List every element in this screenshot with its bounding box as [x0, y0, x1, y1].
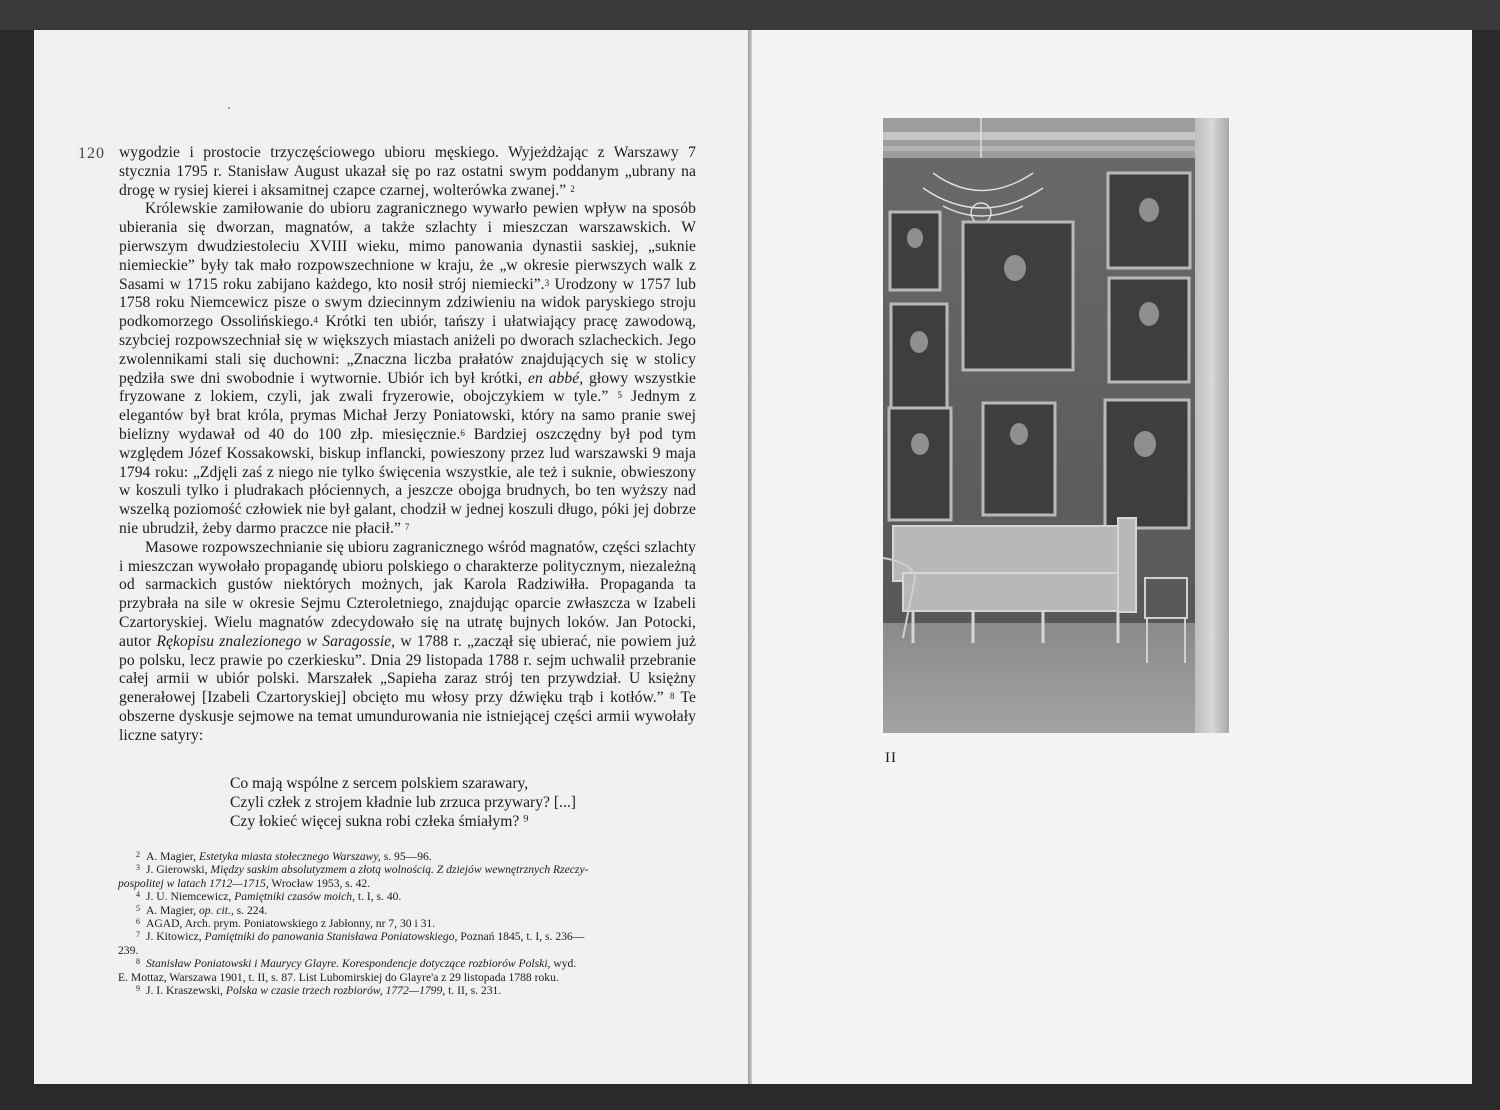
page-number: 120	[78, 145, 105, 162]
interior-photograph	[883, 118, 1229, 733]
plate-number: II	[885, 750, 897, 766]
footnote: 2 A. Magier, Estetyka miasta stołecznego Warszawy, s. 95—96.	[136, 850, 432, 863]
footnotes	[118, 850, 698, 997]
book-cover-edge	[0, 0, 1500, 30]
footnote-continued: pospolitej w latach 1712—1715, Wrocław 1953, s. 42.	[118, 876, 371, 890]
footnote: 8 Stanisław Poniatowski i Maurycy Glayre. Korespondencje dotyczące rozbiorów Polski, wyd.	[136, 957, 577, 971]
footnote: 3 J. Gierowski, Między saskim absolutyzmem a złotą wolnością. Z dziejów wewnętrznych Rzeczy-	[136, 863, 589, 877]
footnote: 9 J. I. Kraszewski, Polska w czasie trzech rozbiorów, 1772—1799, t. II, s. 231.	[136, 984, 502, 998]
photo-illustration	[883, 118, 1229, 733]
paragraph: Masowe rozpowszechnianie się ubioru zagranicznego wśród magnatów, części szlachty i mieszczan wywołało propagandę ubioru polskiego o charakterze politycznym, niezależną od sarmackich gustów niektórych możnych, jak Karola Radziwiłła. Propaganda ta przybrała na sile w okresie Sejmu Czteroletniego, znajdując oparcie zwłaszcza w Izabeli Czartoryskiej. Wielu magnatów zdecydowało się na utratę bujnych loków. Jan Potocki, autor Rękopisu znalezionego w Saragossie, w 1788 r. „zaczął się ubierać, nie powiem już po polsku, lecz prawie po czerkiesku”. Dnia 29 listopada 1788 r. sejm uchwalił przebranie całej armii w ubiór polski. Marszałek „Sapieha zaraz strój ten przywdział. U księżny generałowej [Izabeli Czartoryskiej] obcięto mu włosy przy dźwięku trąb i kotłów.” $^8$ Te obszerne dyskusje sejmowe na temat umundurowania nie istniejącej części armii wywołały liczne satyry:	[119, 538, 696, 744]
verse-line: Co mają wspólne z sercem polskiem szarawary,	[230, 775, 529, 792]
footnote: 7 J. Kitowicz, Pamiętniki do panowania Stanisława Poniatowskiego, Poznań 1845, t. I, s. 236—	[136, 930, 585, 944]
footnote: 5 A. Magier, op. cit., s. 224.	[136, 903, 268, 917]
paragraph: wygodzie i prostocie trzyczęściowego ubioru męskiego. Wyjeżdżając z Warszawy 7 stycznia 1795 r. Stanisław August ukazał się po raz ostatni swym poddanym „ubrany na drogę w rysiej kierei i aksamitnej czapce czarnej, wolterówka zwanej.” $^2$	[119, 144, 696, 199]
footnote: 4 J. U. Niemcewicz, Pamiętniki czasów moich, t. I, s. 40.	[136, 890, 402, 904]
verse-line: Czyli człek z strojem kładnie lub zrzuca przywary? [...]	[230, 793, 576, 811]
paper-speck	[228, 107, 230, 109]
verse-quote	[230, 775, 710, 831]
paragraph: Królewskie zamiłowanie do ubioru zagranicznego wywarło pewien wpływ na sposób ubierania się dworzan, magnatów, a także szlachty i mieszczan warszawskich. W pierwszym dwudziestoleciu XVIII wieku, mimo panowania dynastii saskiej, „suknie niemieckie” były tak mało rozpowszechnione w kraju, że „w okresie pierwszych walk z Sasami w 1715 roku zabijano każdego, kto nosił strój niemiecki”.$^3$ Urodzony w 1757 lub 1758 roku Niemcewicz pisze o swym dziecinnym zdziwieniu na widok paryskiego stroju podkomorzego Ossolińskiego.$^4$ Krótki ten ubiór, tańszy i ułatwiający pracę zawodową, szybciej rozpowszechniał się w większych miastach aniżeli po dworach szlacheckich. Jego zwolennikami stali się duchowni: „Znaczna liczba prałatów znajdujących się w stolicy pędziła swe dni swobodnie i wytwornie. Ubiór ich był krótki, en abbé, głowy wszystkie fryzowane z lokiem, czyli, jak zwali fryzerowie, obojczykiem w tyle.” $^5$ Jednym z elegantów był brat króla, prymas Michał Jerzy Poniatowski, który na samo pranie swej bielizny wydawał od 40 do 100 złp. miesięcznie.$^6$ Bardziej oszczędny był pod tym względem Józef Kossakowski, biskup inflancki, powieszony przez lud warszawski 9 maja 1794 roku: „Zdjęli zaś z niego nie tylko święcenia wszystkie, ale też i suknie, obwieszony w koszuli tylko i pludrakach płóciennych, a jeszcze obojga brudnych, bo ten wyższy nad wszelką poziomość człowiek nie był galant, chodził w jednej koszuli długo, póki jej dobrze nie ubrudził, żeby darmo praczce nie płacił.” $^7$	[119, 200, 696, 537]
verse-line: Czy łokieć więcej sukna robi człeka śmiałym? ⁹	[230, 812, 529, 830]
body-text	[119, 144, 696, 746]
footnote-continued: E. Mottaz, Warszawa 1901, t. II, s. 87. List Lubomirskiej do Glayre'a z 29 listopada 1788 roku.	[118, 970, 559, 984]
footnote-continued: 239.	[118, 943, 139, 957]
footnote: 6 AGAD, Arch. prym. Poniatowskiego z Jabłonny, nr 7, 30 i 31.	[136, 917, 436, 931]
